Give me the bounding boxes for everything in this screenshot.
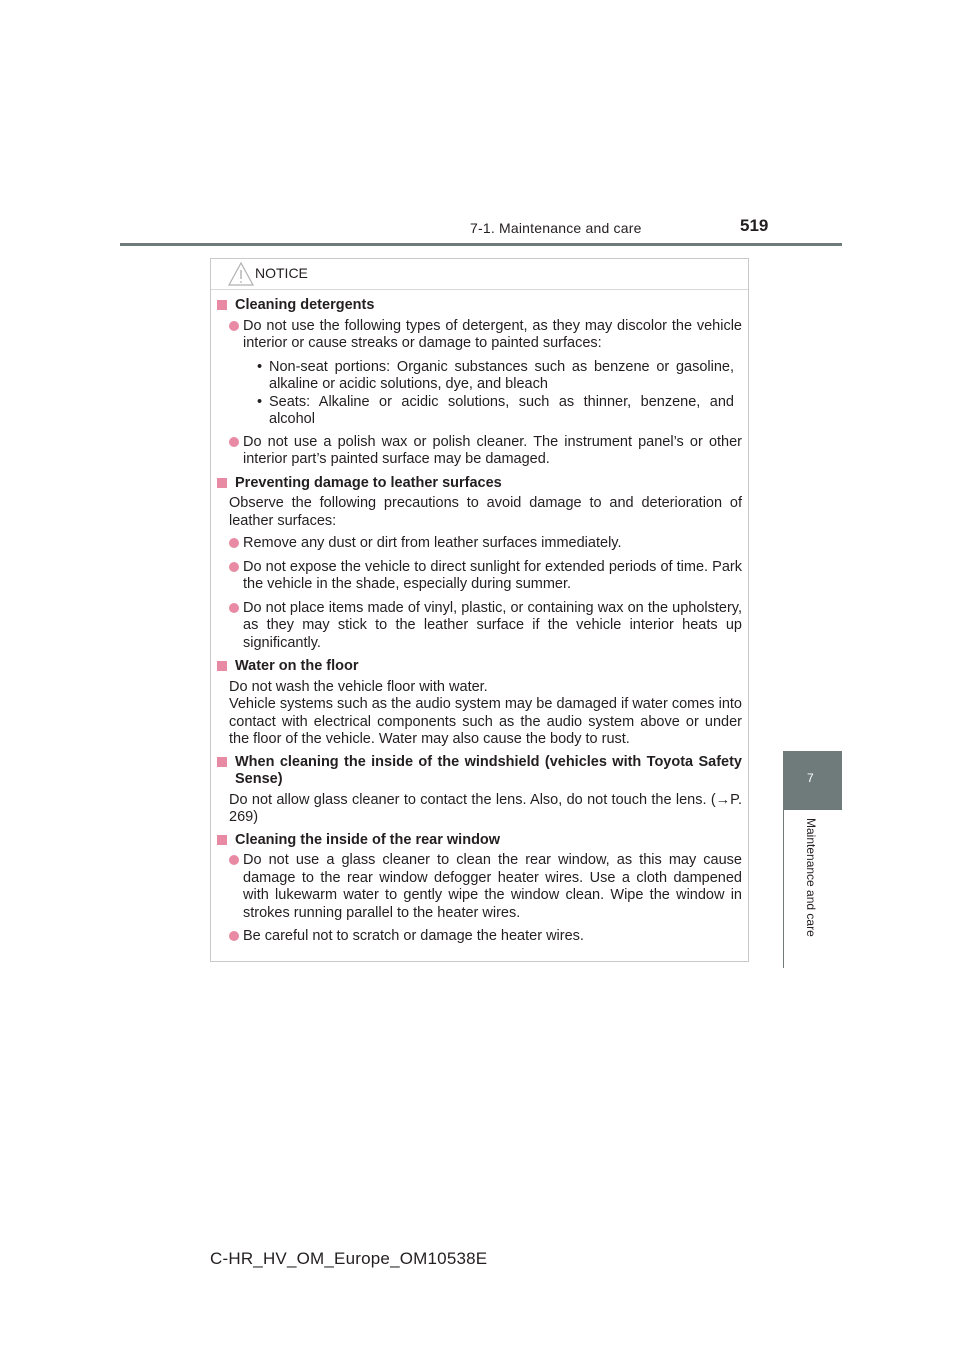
- notice-box: [210, 258, 749, 962]
- footer-doc-code: C-HR_HV_OM_Europe_OM10538E: [210, 1249, 488, 1268]
- page-number: 519: [740, 216, 769, 235]
- heading-text: Cleaning the inside of the rear window: [235, 831, 501, 848]
- chapter-tab: [783, 751, 842, 810]
- dot-marker-icon: •: [257, 393, 263, 410]
- bullet-text: Be careful not to scratch or damage the heater wires.: [243, 928, 584, 944]
- heading-leather-damage: [217, 475, 742, 493]
- heading-text: Cleaning detergents: [235, 297, 375, 313]
- notice-header: [211, 259, 748, 290]
- heading-text: When cleaning the inside of the windshield (vehicles with Toyota Safety Sense): [235, 753, 742, 787]
- notice-title: NOTICE: [255, 265, 308, 281]
- heading-text: Preventing damage to leather surfaces: [235, 474, 502, 491]
- bullet-text: Remove any dust or dirt from leather surfaces immediately.: [243, 535, 622, 551]
- bullet-item: [229, 434, 742, 469]
- heading-rear-window: [217, 832, 742, 850]
- square-bullet-icon: [217, 661, 227, 671]
- chapter-number: 7: [807, 771, 814, 785]
- paragraph: Observe the following precautions to avoid damage to and deterioration of leather surfaces:: [229, 495, 742, 529]
- circle-bullet-icon: [229, 321, 239, 331]
- bullet-item: [229, 318, 742, 353]
- heading-cleaning-detergents: [217, 297, 742, 315]
- heading-water-floor: [217, 658, 742, 676]
- circle-bullet-icon: [229, 437, 239, 447]
- paragraph: Do not allow glass cleaner to contact the lens. Also, do not touch the lens. (→P. 269): [229, 791, 742, 825]
- bullet-text: Do not use a polish wax or polish cleaner. The instrument panel’s or other interior part’s painted surface may be damaged.: [243, 433, 742, 467]
- paragraph: Do not wash the vehicle floor with water.: [229, 678, 488, 695]
- dot-marker-icon: •: [257, 358, 263, 375]
- bullet-item: [229, 600, 742, 653]
- bullet-item: [229, 852, 742, 922]
- notice-content: [211, 297, 748, 952]
- bullet-item: [229, 559, 742, 594]
- bullet-item: [229, 535, 742, 553]
- square-bullet-icon: [217, 478, 227, 488]
- circle-bullet-icon: [229, 538, 239, 548]
- sub-item: [243, 359, 734, 394]
- header-rule: [120, 243, 842, 246]
- sub-text: Seats: Alkaline or acidic solutions, such as thinner, benzene, and alcohol: [269, 393, 734, 427]
- circle-bullet-icon: [229, 855, 239, 865]
- bullet-text: Do not use the following types of detergent, as they may discolor the vehicle interior or cause streaks or damage to painted surfaces:: [243, 317, 742, 351]
- header-section-title: 7-1. Maintenance and care: [470, 220, 642, 236]
- side-rule: [783, 810, 784, 968]
- bullet-item: [229, 928, 742, 946]
- warning-triangle-icon: [227, 261, 255, 287]
- circle-bullet-icon: [229, 931, 239, 941]
- bullet-text: Do not expose the vehicle to direct sunlight for extended periods of time. Park the vehicle in the shade, especially during summer.: [243, 558, 742, 592]
- sub-item: [243, 394, 734, 429]
- bullet-text: Do not use a glass cleaner to clean the rear window, as this may cause damage to the rear window defogger heater wires. Use a cloth dampened with lukewarm water to gently wipe the window clean. Wipe the window in strokes running parallel to the heater wires.: [243, 852, 742, 921]
- bullet-text: Do not place items made of vinyl, plastic, or containing wax on the upholstery, as they may stick to the leather surface if the vehicle interior heats up significantly.: [243, 599, 742, 651]
- paragraph: Vehicle systems such as the audio system may be damaged if water comes into contact with electrical components such as the audio system above or under the floor of the vehicle. Water may also cause the body to rust.: [229, 696, 742, 747]
- circle-bullet-icon: [229, 603, 239, 613]
- square-bullet-icon: [217, 757, 227, 767]
- heading-windshield: [217, 754, 742, 789]
- chapter-label: Maintenance and care: [804, 818, 818, 937]
- sub-text: Non-seat portions: Organic substances such as benzene or gasoline, alkaline or acidic solutions, dye, and bleach: [269, 358, 734, 392]
- square-bullet-icon: [217, 835, 227, 845]
- circle-bullet-icon: [229, 562, 239, 572]
- square-bullet-icon: [217, 300, 227, 310]
- heading-text: Water on the floor: [235, 658, 359, 674]
